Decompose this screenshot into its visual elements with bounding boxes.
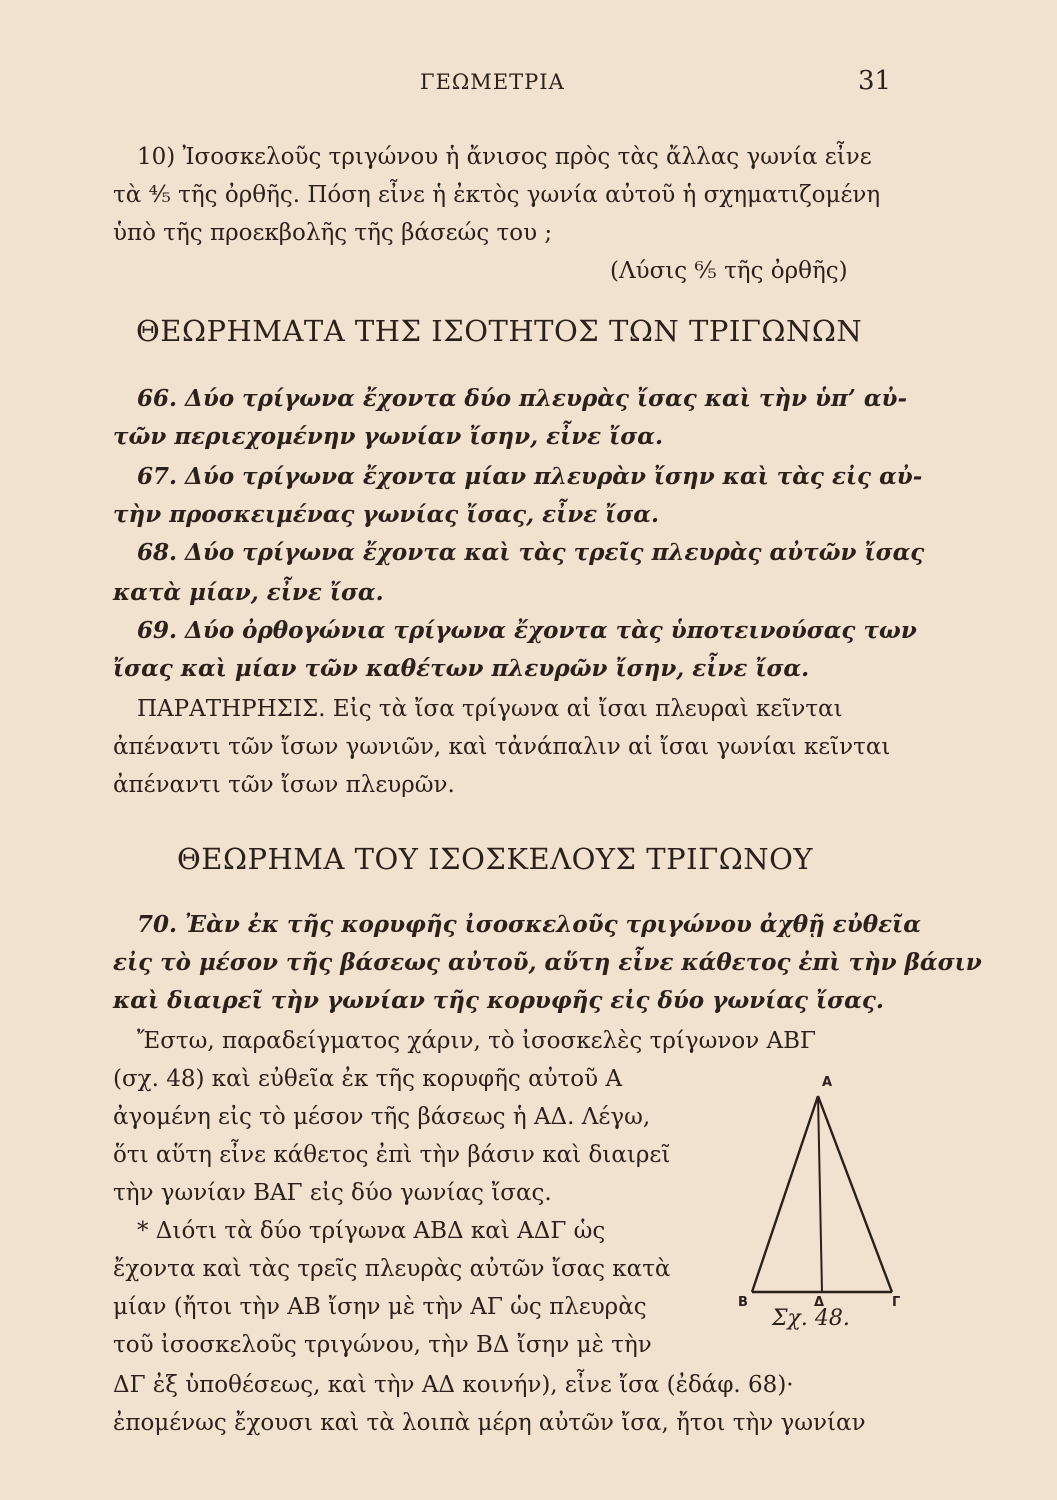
page-number: 31: [858, 66, 892, 96]
exercise-line: τὰ ⁴⁄₅ τῆς ὀρθῆς. Πόση εἶνε ἡ ἐκτὸς γωνία αὐτοῦ ἡ σχηματιζομένη: [113, 182, 881, 208]
section-heading-isosceles: ΘΕΩΡΗΜΑ ΤΟΥ ΙΣΟΣΚΕΛΟΥΣ ΤΡΙΓΩΝΟΥ: [177, 842, 814, 876]
figure-caption: Σχ. 48.: [772, 1306, 850, 1331]
theorem-66-line: τῶν περιεχομένην γωνίαν ἴσην, εἶνε ἴσα.: [113, 423, 663, 450]
theorem-70-line: εἰς τὸ μέσον τῆς βάσεως αὐτοῦ, αὕτη εἶνε κάθετος ἐπὶ τὴν βάσιν: [113, 949, 982, 976]
proof-line: τοῦ ἰσοσκελοῦς τριγώνου, τὴν ΒΔ ἴσην μὲ τὴν: [113, 1332, 652, 1358]
running-title: ΓΕΩΜΕΤΡΙΑ: [420, 70, 565, 94]
theorem-69-line: ἴσας καὶ μίαν τῶν καθέτων πλευρῶν ἴσην, εἶνε ἴσα.: [113, 655, 810, 682]
vertex-label-d: Δ: [814, 1295, 825, 1310]
theorem-66-line: 66. Δύο τρίγωνα ἔχοντα δύο πλευρὰς ἴσας καὶ τὴν ὑπ’ αὐ-: [137, 385, 908, 412]
proof-line: μίαν (ἤτοι τὴν ΑΒ ἴσην μὲ τὴν ΑΓ ὡς πλευρὰς: [113, 1294, 647, 1320]
theorem-68-line: 68. Δύο τρίγωνα ἔχοντα καὶ τὰς τρεῖς πλευρὰς αὐτῶν ἴσας: [137, 539, 925, 566]
exercise-line: 10) Ἰσοσκελοῦς τριγώνου ἡ ἄνισος πρὸς τὰς ἄλλας γωνία εἶνε: [137, 144, 872, 170]
proof-line: (σχ. 48) καὶ εὐθεῖα ἐκ τῆς κορυφῆς αὐτοῦ Α: [113, 1066, 623, 1092]
remark-line: ἀπέναντι τῶν ἴσων γωνιῶν, καὶ τἀνάπαλιν αἱ ἴσαι γωνίαι κεῖνται: [113, 734, 891, 760]
proof-line: ἔχοντα καὶ τὰς τρεῖς πλευρὰς αὐτῶν ἴσας κατὰ: [113, 1256, 671, 1282]
theorem-70-line: 70. Ἐὰν ἐκ τῆς κορυφῆς ἰσοσκελοῦς τριγώνου ἀχθῇ εὐθεῖα: [137, 911, 921, 938]
proof-line: ΔΓ ἐξ ὑποθέσεως, καὶ τὴν ΑΔ κοινήν), εἶνε ἴσα (ἐδάφ. 68)·: [113, 1372, 794, 1398]
theorem-67-line: τὴν προσκειμένας γωνίας ἴσας, εἶνε ἴσα.: [113, 501, 659, 528]
side-ab: [752, 1096, 818, 1292]
theorem-68-line: κατὰ μίαν, εἶνε ἴσα.: [113, 579, 384, 606]
proof-line: ὅτι αὕτη εἶνε κάθετος ἐπὶ τὴν βάσιν καὶ διαιρεῖ: [113, 1142, 671, 1168]
section-heading-equality: ΘΕΩΡΗΜΑΤΑ ΤΗΣ ΙΣΟΤΗΤΟΣ ΤΩΝ ΤΡΙΓΩΝΩΝ: [136, 314, 863, 348]
triangle-figure: [736, 1072, 906, 1342]
side-ag: [818, 1096, 892, 1292]
proof-line: τὴν γωνίαν ΒΑΓ εἰς δύο γωνίας ἴσας.: [113, 1180, 552, 1206]
vertex-label-b: Β: [738, 1295, 748, 1310]
running-head: [0, 66, 1057, 102]
vertex-label-g: Γ: [892, 1295, 901, 1310]
theorem-67-line: 67. Δύο τρίγωνα ἔχοντα μίαν πλευρὰν ἴσην καὶ τὰς εἰς αὐ-: [137, 463, 923, 490]
proof-line: * Διότι τὰ δύο τρίγωνα ΑΒΔ καὶ ΑΔΓ ὡς: [137, 1218, 606, 1244]
remark-line: ΠΑΡΑΤΗΡΗΣΙΣ. Εἰς τὰ ἴσα τρίγωνα αἱ ἴσαι πλευραὶ κεῖνται: [137, 696, 843, 722]
exercise-answer: (Λύσις ⁶⁄₅ τῆς ὀρθῆς): [610, 258, 848, 284]
vertex-label-a: Α: [822, 1075, 833, 1090]
proof-line: Ἔστω, παραδείγματος χάριν, τὸ ἰσοσκελὲς τρίγωνον ΑΒΓ: [137, 1028, 816, 1054]
proof-line: ἀγομένη εἰς τὸ μέσον τῆς βάσεως ἡ ΑΔ. Λέγω,: [113, 1104, 651, 1130]
theorem-69-line: 69. Δύο ὀρθογώνια τρίγωνα ἔχοντα τὰς ὑποτεινούσας των: [137, 617, 917, 644]
proof-line: ἐπομένως ἔχουσι καὶ τὰ λοιπὰ μέρη αὐτῶν ἴσα, ἤτοι τὴν γωνίαν: [113, 1410, 866, 1436]
remark-line: ἀπέναντι τῶν ἴσων πλευρῶν.: [113, 772, 455, 798]
theorem-70-line: καὶ διαιρεῖ τὴν γωνίαν τῆς κορυφῆς εἰς δύο γωνίας ἴσας.: [113, 987, 884, 1014]
exercise-line: ὑπὸ τῆς προεκβολῆς τῆς βάσεώς του ;: [113, 220, 553, 246]
median-ad: [818, 1096, 822, 1292]
